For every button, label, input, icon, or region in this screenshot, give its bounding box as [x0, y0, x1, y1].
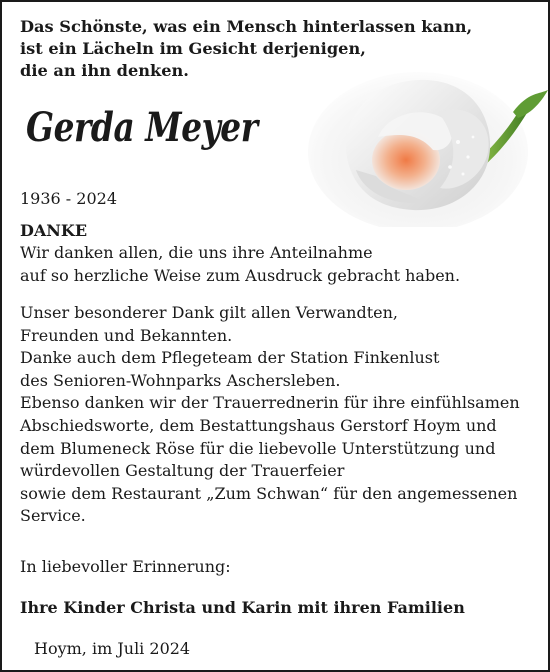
memorial-quote: Das Schönste, was ein Mensch hinterlassen kann, ist ein Lächeln im Gesicht derjenigen, die an ihn denken. [20, 17, 473, 80]
deceased-name: Gerda Meyer [26, 104, 258, 151]
family-signature: Ihre Kinder Christa und Karin mit ihren Familien [20, 598, 465, 617]
closing-line: In liebevoller Erinnerung: [20, 557, 231, 576]
white-rose-icon [308, 42, 548, 227]
place-date: Hoym, im Juli 2024 [34, 639, 191, 658]
thanks-paragraph-2: Unser besonderer Dank gilt allen Verwandten, Freunden und Bekannten. Danke auch dem Pflegeteam der Station Finkenlust des Senioren-Wohnparks Aschersleben. Ebenso danken wir der Trauerrednerin für ihre einfühlsamen Abschiedsworte, dem Bestattungshaus Gerstorf Hoym und dem Blumeneck Röse für die liebevolle Unterstützung und würdevollen Gestaltung der Trauerfeier sowie dem Restaurant „Zum Schwan“ für den angemessenen Service. [20, 303, 520, 526]
thanks-paragraph-1: Wir danken allen, die uns ihre Anteilnahme auf so herzliche Weise zum Ausdruck gebracht haben. [20, 243, 461, 285]
danke-heading: DANKE [20, 221, 88, 240]
life-dates: 1936 - 2024 [20, 189, 118, 208]
